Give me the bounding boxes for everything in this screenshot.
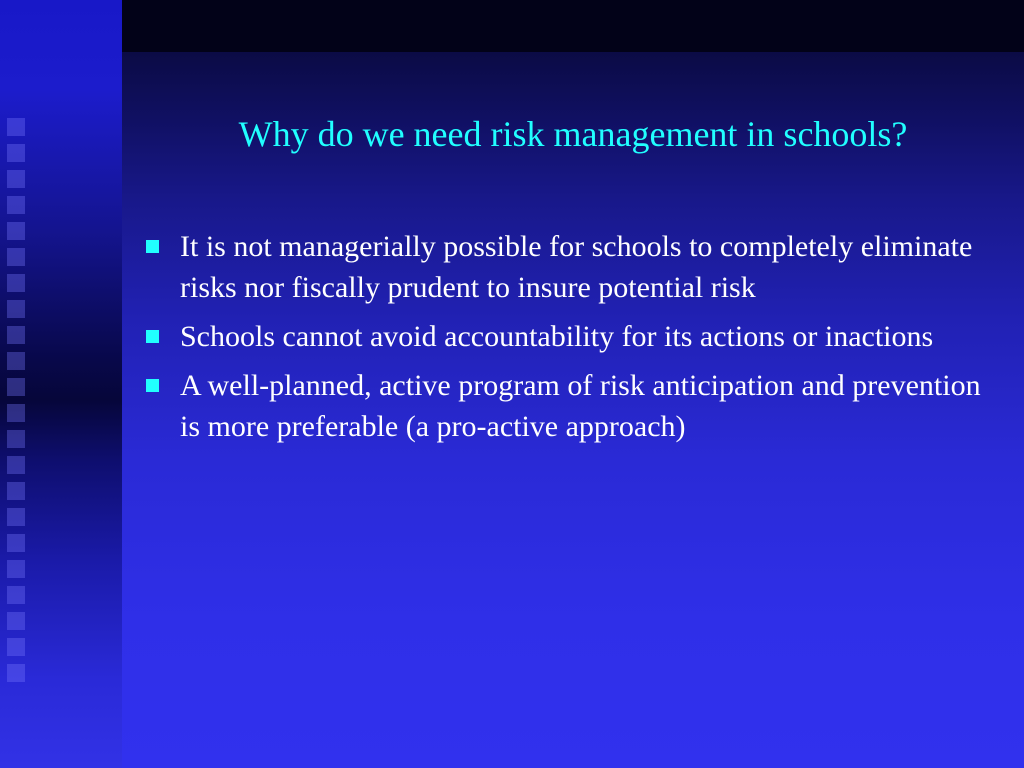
bullet-text: It is not managerially possible for schools to completely eliminate risks nor fiscally prudent to insure potential risk — [180, 230, 973, 304]
bullet-text: A well-planned, active program of risk anticipation and prevention is more preferable (a pro-active approach) — [180, 369, 981, 443]
bullet-item — [140, 365, 990, 447]
square-bullet-icon — [146, 379, 159, 392]
bullet-item — [140, 316, 990, 357]
top-dark-band — [122, 0, 1024, 52]
square-bullet-icon — [146, 330, 159, 343]
decorative-squares — [7, 118, 27, 690]
bullet-item — [140, 226, 990, 308]
slide-title: Why do we need risk management in schools? — [238, 114, 908, 154]
square-bullet-icon — [146, 240, 159, 253]
left-decorative-strip — [0, 0, 122, 768]
bullet-text: Schools cannot avoid accountability for its actions or inactions — [180, 320, 934, 353]
bullet-list — [140, 226, 990, 455]
